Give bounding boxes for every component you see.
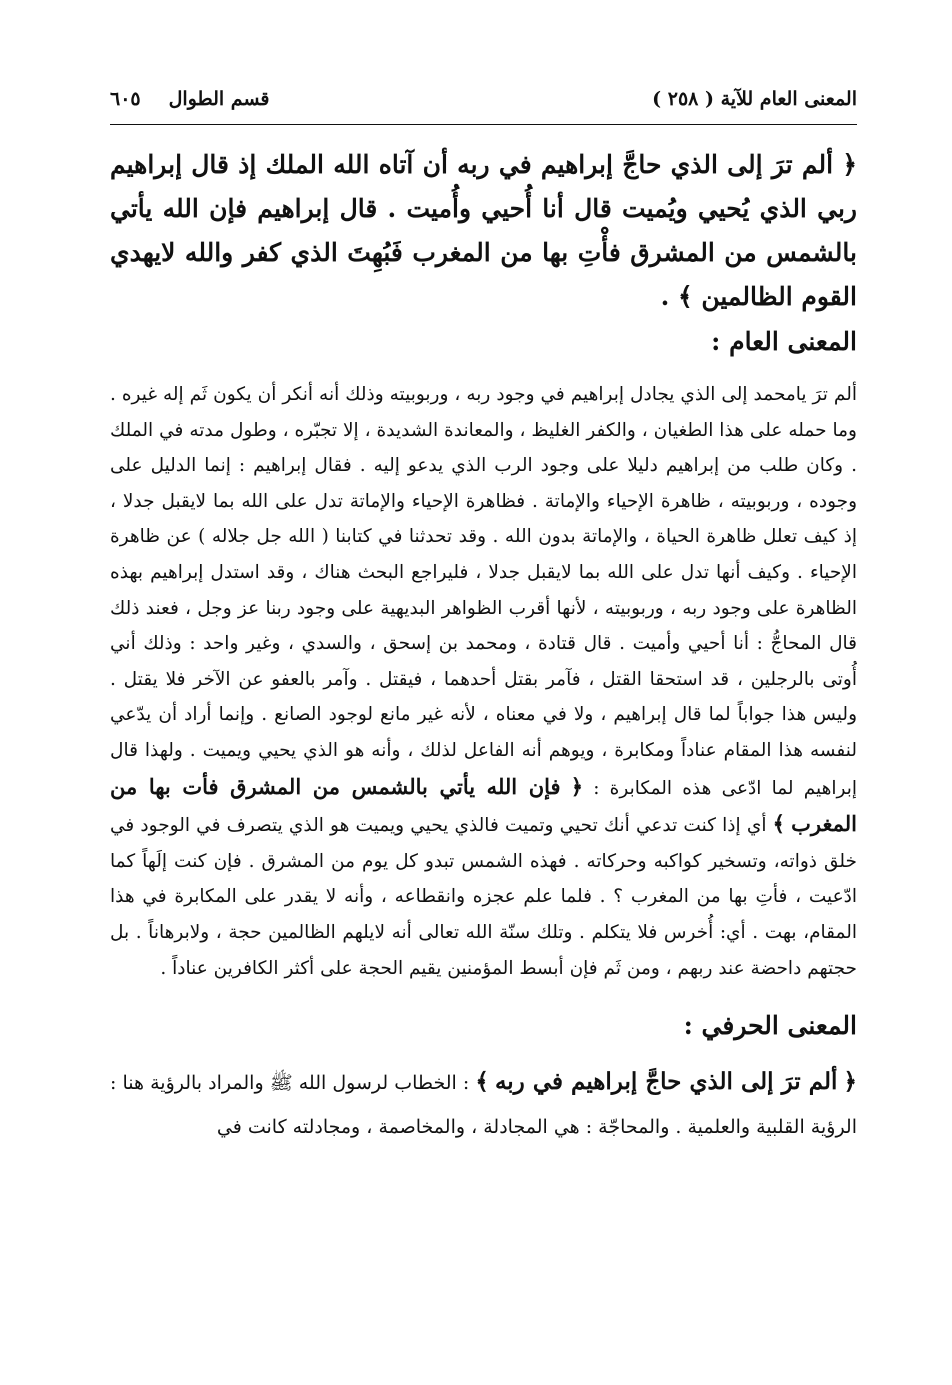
inline-quote-open: ﴿ [570,773,584,799]
literal-quote-close: ﴾ [475,1068,489,1096]
ornate-bracket-open: ﴿ [842,150,857,179]
general-meaning-part1: ألم ترَ يامحمد إلى الذي يجادل إبراهيم في وجود ربه ، وربوبيته وذلك أنه أنكر أن يكون ثَم إله غيره . وما حمله على هذا الطغيان ، والكفر الغليظ ، والمعاندة الشديدة ، إلا تجبّره ، وطول مدته في الملك . وكان طلب من إبراهيم دليلا على وجود الرب الذي يدعو إليه . فقال إبراهيم : إنما الدليل على وجوده ، وربوبيته ، ظاهرة الإحياء والإماتة . فظاهرة الإحياء والإماتة تدل على الله بما لايقبل جدلا ، إذ كيف تعلل ظاهرة الحياة ، والإماتة بدون الله . وقد تحدثنا في كتابنا ( الله جل جلاله ) عن ظاهرة الإحياء . وكيف أنها تدل على الله بما لايقبل جدلا ، فليراجع البحث هناك ، وقد استدل إبراهيم بهذه الظاهرة على وجود ربه ، وربوبيته ، لأنها أقرب الظواهر البديهية على وجود ربنا عز وجل ، فعند ذلك قال المحاجُّ : أنا أحيي وأميت . قال قتادة ، ومحمد بن إسحق ، والسدي ، وغير واحد : وذلك أني أُوتى بالرجلين ، قد استحقا القتل ، فآمر بقتل أحدهما ، فيقتل . وآمر بالعفو عن الآخر فلا يقتل . وليس هذا جواباً لما قال إبراهيم ، ولا في معناه ، لأنه غير مانع لوجود الصانع . وإنما أراد أن يدّعي لنفسه هذا المقام عناداً ومكابرة ، ويوهم أنه الفاعل لذلك ، وأنه هو الذي يحيي ويميت . ولهذا قال إبراهيم لما ادّعى هذه المكابرة : [110,384,858,799]
section-name: قسم الطوال [168,88,270,110]
literal-quote-open: ﴿ [843,1068,857,1096]
salutation-glyph: ﷺ [269,1072,293,1095]
header-left-group [110,88,269,110]
header-rule [110,124,857,125]
literal-text-before-salutation: : الخطاب لرسول الله [298,1072,470,1095]
general-meaning-heading: المعنى العام : [711,327,857,356]
quran-verse [110,143,857,319]
general-meaning-part2: أي إذا كنت تدعي أنك تحيي وتميت فالذي يحيي ويميت هو الذي يتصرف في الوجود في خلق ذواته، وتسخير كواكبه وحركاته . فهذه الشمس تبدو كل يوم من المشرق . فإن كنت إلَهاً كما ادّعيت ، فأتِ بها من المغرب ؟ . فلما علم عجزه وانقطاعه ، وأنه لا يقدر على المكابرة في هذا المقام، بهت . أي: أُخرس فلا يتكلم . وتلك سنّة الله تعالى أنه لايلهم الظالمين حجة ، ولابرهاناً . بل حجتهم داحضة عند ربهم ، ومن ثَم فإن أبسط المؤمنين يقيم الحجة على أكثر الكافرين عناداً . [110,815,857,979]
verse-text: ألم ترَ إلى الذي حاجَّ إبراهيم في ربه أن آتاه الله الملك إذ قال إبراهيم ربي الذي يُحيي ويُميت قال أنا أُحيي وأُميت . قال إبراهيم فإن الله يأتي بالشمس من المشرق فأْتِ بها من المغرب فَبُهِتَ الذي كفر والله لايهدي القوم الظالمين [110,150,857,311]
literal-quote: ألم ترَ إلى الذي حاجَّ إبراهيم في ربه [494,1068,838,1096]
running-header [110,88,857,122]
ornate-bracket-close: ﴾ . [660,282,693,311]
inline-quote: فإن الله يأتي بالشمس من المشرق فأت بها من المغرب [110,773,857,837]
general-meaning-paragraph [110,377,857,986]
literal-meaning-paragraph [110,1060,857,1149]
page-number: ٦٠٥ [110,88,141,110]
literal-text: والمراد بالرؤية هنا : الرؤية القلبية والعلمية . والمحاجّة : هي المجادلة ، والمخاصمة ، ومجادلته كانت في [110,1072,857,1139]
running-title: المعنى العام للآية ( ٢٥٨ ) [652,88,857,110]
literal-meaning-heading: المعنى الحرفي : [683,1011,857,1041]
inline-quote-close: ﴾ [772,811,785,837]
